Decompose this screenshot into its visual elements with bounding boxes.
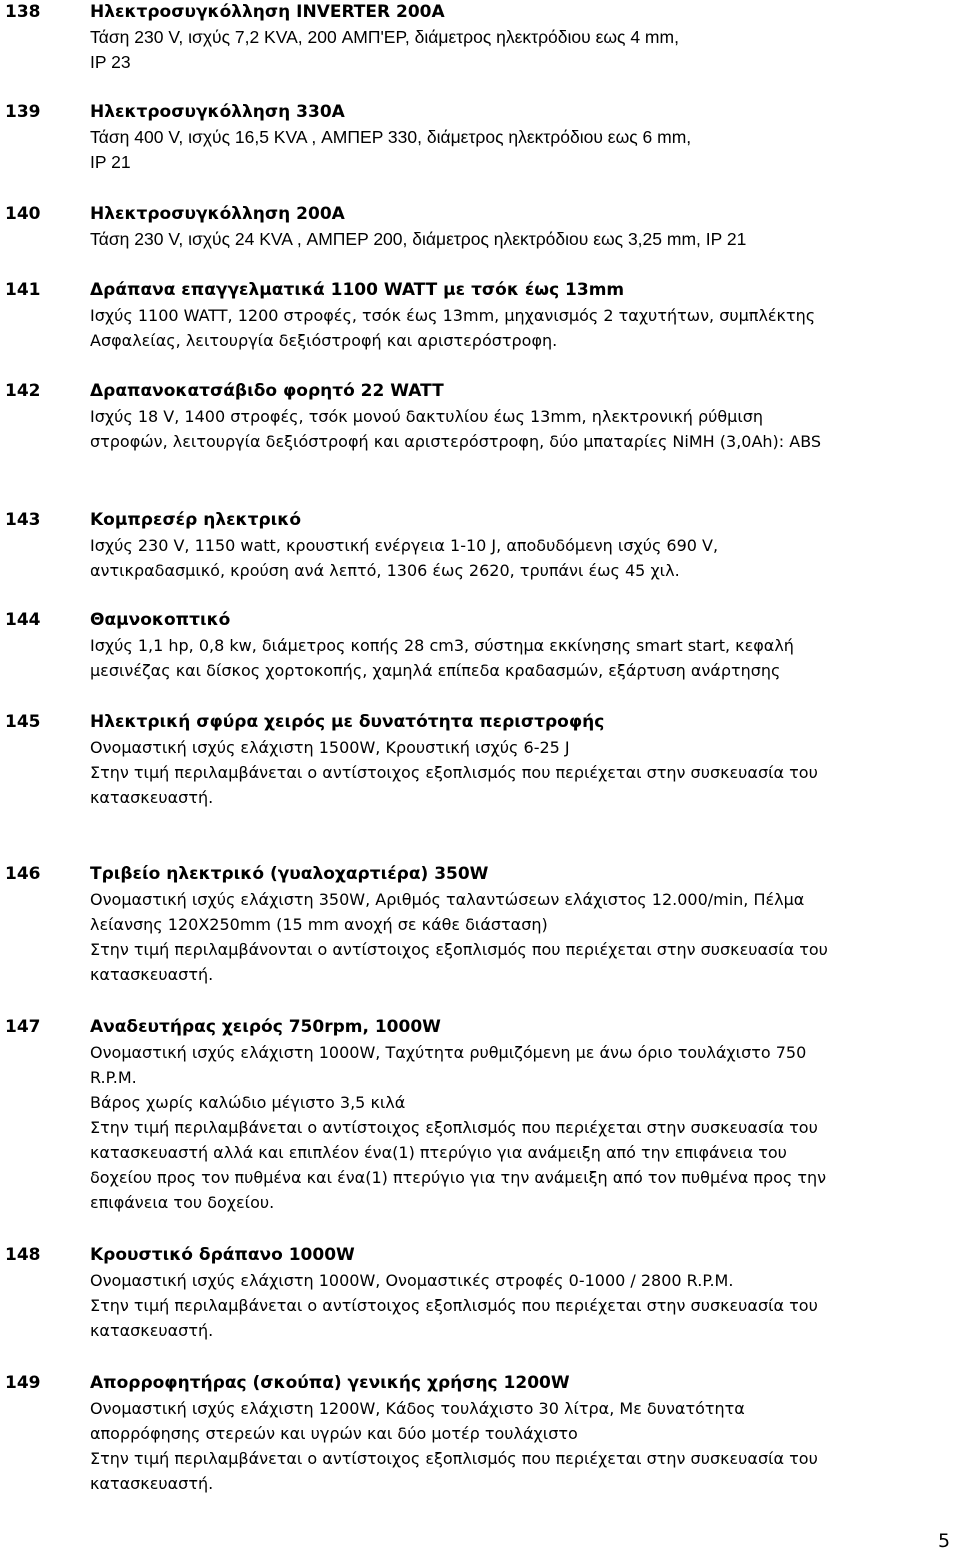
item-number: 138 bbox=[5, 2, 41, 22]
item-line: Ισχύς 1100 WATT, 1200 στροφές, τσόκ έως 13mm, μηχανισμός 2 ταχυτήτων, συμπλέκτης bbox=[90, 306, 816, 325]
item-line: Ονομαστική ισχύς ελάχιστη 1000W, Ταχύτητα ρυθμιζόμενη με άνω όριο τουλάχιστο 750 bbox=[90, 1043, 807, 1062]
item-line: Στην τιμή περιλαμβάνεται ο αντίστοιχος εξοπλισμός που περιέχεται στην συσκευασία του bbox=[90, 763, 818, 782]
item-line: μεσινέζας και δίσκος χορτοκοπής, χαμηλά επίπεδα κραδασμών, εξάρτυση ανάρτησης bbox=[90, 661, 781, 680]
item-line: Στην τιμή περιλαμβάνεται ο αντίστοιχος εξοπλισμός που περιέχεται στην συσκευασία του bbox=[90, 1449, 818, 1468]
item-title: Κρουστικό δράπανο 1000W bbox=[90, 1245, 355, 1265]
item-line: κατασκευαστή. bbox=[90, 965, 214, 984]
item-number: 147 bbox=[5, 1017, 41, 1037]
item-number: 144 bbox=[5, 610, 41, 630]
item-line: Τάση 400 V, ισχύς 16,5 KVA , ΑΜΠΕΡ 330, διάμετρος ηλεκτρόδιου εως 6 mm, bbox=[90, 127, 692, 147]
item-line: απορρόφησης στερεών και υγρών και δύο μοτέρ τουλάχιστο bbox=[90, 1424, 578, 1443]
item-line: επιφάνεια του δοχείου. bbox=[90, 1193, 275, 1212]
item-number: 143 bbox=[5, 510, 41, 530]
item-title: Ηλεκτροσυγκόλληση INVERTER 200A bbox=[90, 2, 445, 22]
item-title: Αναδευτήρας χειρός 750rpm, 1000W bbox=[90, 1017, 441, 1037]
item-number: 149 bbox=[5, 1373, 41, 1393]
item-line: κατασκευαστή. bbox=[90, 1321, 214, 1340]
item-title: Κομπρεσέρ ηλεκτρικό bbox=[90, 510, 302, 530]
item-line: Στην τιμή περιλαμβάνεται ο αντίστοιχος εξοπλισμός που περιέχεται στην συσκευασία του bbox=[90, 1296, 818, 1315]
item-line: Ισχύς 230 V, 1150 watt, κρουστική ενέργεια 1-10 J, αποδυδόμενη ισχύς 690 V, bbox=[90, 536, 719, 555]
item-line: Ασφαλείας, λειτουργία δεξιόστροφή και αριστερόστροφη. bbox=[90, 331, 558, 350]
item-line: Ονομαστική ισχύς ελάχιστη 350W, Αριθμός ταλαντώσεων ελάχιστος 12.000/min, Πέλμα bbox=[90, 890, 805, 909]
item-line: IP 21 bbox=[90, 152, 131, 172]
item-number: 142 bbox=[5, 381, 41, 401]
item-line: Τάση 230 V, ισχύς 7,2 KVA, 200 ΑΜΠ'ΕΡ, διάμετρος ηλεκτρόδιου εως 4 mm, bbox=[90, 27, 679, 47]
item-line: IP 23 bbox=[90, 52, 131, 72]
item-line: Τάση 230 V, ισχύς 24 KVA , ΑΜΠΕΡ 200, διάμετρος ηλεκτρόδιου εως 3,25 mm, IP 21 bbox=[90, 229, 747, 249]
item-line: Ονομαστική ισχύς ελάχιστη 1000W, Ονομαστικές στροφές 0-1000 / 2800 R.P.M. bbox=[90, 1271, 734, 1290]
item-line: αντικραδασμικό, κρούση ανά λεπτό, 1306 έως 2620, τρυπάνι έως 45 χιλ. bbox=[90, 561, 680, 580]
item-number: 146 bbox=[5, 864, 41, 884]
item-title: Τριβείο ηλεκτρικό (γυαλοχαρτιέρα) 350W bbox=[90, 864, 489, 884]
item-number: 148 bbox=[5, 1245, 41, 1265]
item-line: λείανσης 120Χ250mm (15 mm ανοχή σε κάθε διάσταση) bbox=[90, 915, 548, 934]
item-line: Ισχύς 1,1 hp, 0,8 kw, διάμετρος κοπής 28 cm3, σύστημα εκκίνησης smart start, κεφαλή bbox=[90, 636, 794, 655]
item-line: Βάρος χωρίς καλώδιο μέγιστο 3,5 κιλά bbox=[90, 1093, 406, 1112]
item-line: R.P.M. bbox=[90, 1068, 137, 1087]
item-title: Ηλεκτροσυγκόλληση 200Α bbox=[90, 204, 345, 224]
item-number: 141 bbox=[5, 280, 41, 300]
item-line: κατασκευαστή αλλά και επιπλέον ένα(1) πτερύγιο για ανάμειξη από την επιφάνεια του bbox=[90, 1143, 787, 1162]
item-line: δοχείου προς τον πυθμένα και ένα(1) πτερύγιο για την ανάμειξη από τον πυθμένα προς την bbox=[90, 1168, 827, 1187]
item-line: Στην τιμή περιλαμβάνεται ο αντίστοιχος εξοπλισμός που περιέχεται στην συσκευασία του bbox=[90, 1118, 818, 1137]
item-number: 145 bbox=[5, 712, 41, 732]
item-title: Ηλεκτροσυγκόλληση 330Α bbox=[90, 102, 345, 122]
item-title: Δραπανοκατσάβιδο φορητό 22 WATT bbox=[90, 381, 444, 401]
item-line: Ισχύς 18 V, 1400 στροφές, τσόκ μονού δακτυλίου έως 13mm, ηλεκτρονική ρύθμιση bbox=[90, 407, 764, 426]
item-line: Ονομαστική ισχύς ελάχιστη 1500W, Κρουστική ισχύς 6-25 J bbox=[90, 738, 570, 757]
page-number: 5 bbox=[938, 1530, 951, 1552]
item-title: Ηλεκτρική σφύρα χειρός με δυνατότητα περιστροφής bbox=[90, 712, 605, 732]
item-line: στροφών, λειτουργία δεξιόστροφή και αριστερόστροφη, δύο μπαταρίες NiMH (3,0Ah): ABS bbox=[90, 432, 822, 451]
item-number: 140 bbox=[5, 204, 41, 224]
item-title: Δράπανα επαγγελματικά 1100 WATT με τσόκ έως 13mm bbox=[90, 280, 625, 300]
item-line: Ονομαστική ισχύς ελάχιστη 1200W, Κάδος τουλάχιστο 30 λίτρα, Με δυνατότητα bbox=[90, 1399, 745, 1418]
item-number: 139 bbox=[5, 102, 41, 122]
item-line: κατασκευαστή. bbox=[90, 788, 214, 807]
item-line: Στην τιμή περιλαμβάνονται ο αντίστοιχος εξοπλισμός που περιέχεται στην συσκευασία του bbox=[90, 940, 828, 959]
item-line: κατασκευαστή. bbox=[90, 1474, 214, 1493]
item-title: Απορροφητήρας (σκούπα) γενικής χρήσης 1200W bbox=[90, 1373, 570, 1393]
item-title: Θαμνοκοπτικό bbox=[90, 610, 231, 630]
